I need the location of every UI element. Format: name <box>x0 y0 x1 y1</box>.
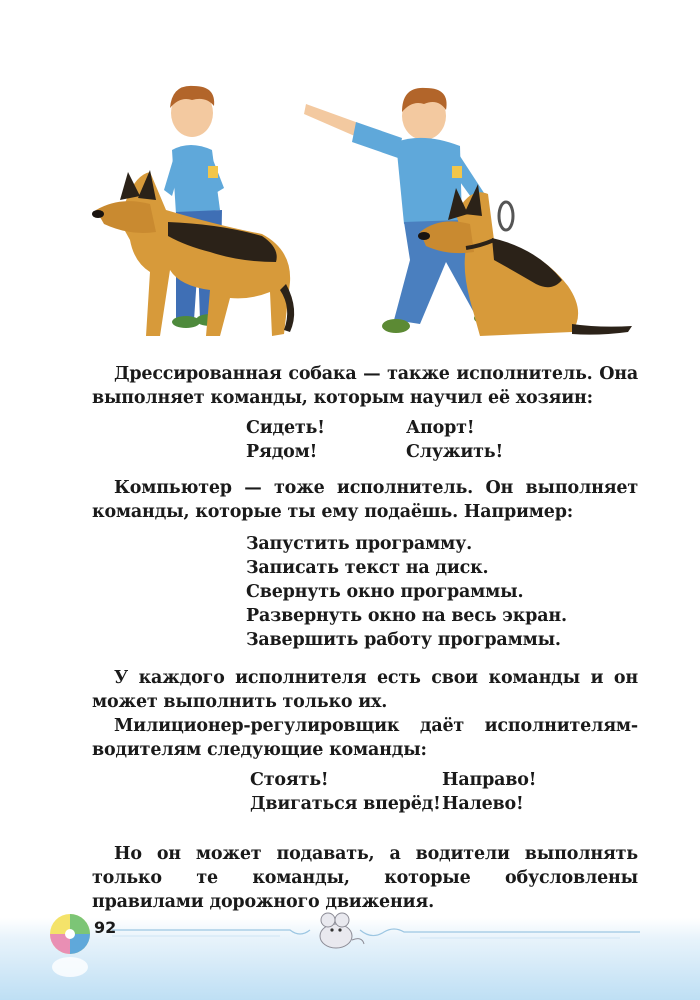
driver-command-item: Направо! <box>442 770 537 790</box>
dog-command-item: Апорт! <box>406 418 475 438</box>
driver-command-item: Налево! <box>442 794 524 814</box>
driver-command-item: Стоять! <box>250 770 329 790</box>
computer-command-item: Запустить программу. <box>246 534 472 554</box>
dog-command-item: Сидеть! <box>246 418 325 438</box>
cd-disc-icon <box>48 912 92 978</box>
computer-commands <box>246 532 567 652</box>
paragraph-each-executor: У каждого исполнителя есть свои команды и он может выполнить только их. <box>92 668 638 712</box>
computer-command-item: Свернуть окно программы. <box>246 582 524 602</box>
computer-command-item: Завершить работу программы. <box>246 630 561 650</box>
page-number: 92 <box>94 918 117 937</box>
driver-commands <box>250 768 562 816</box>
paragraph-traffic-officer: Милиционер-регулировщик даёт исполнителям-водителям следующие команды: <box>92 716 638 760</box>
driver-command-item: Двигаться вперёд! <box>250 794 441 814</box>
paragraph-dog-intro: Дрессированная собака — также исполнитель. Она выполняет команды, которым научил её хозяин: <box>92 364 638 408</box>
dog-command-item: Служить! <box>406 442 503 462</box>
computer-command-item: Записать текст на диск. <box>246 558 489 578</box>
computer-command-item: Развернуть окно на весь экран. <box>246 606 567 626</box>
paragraph-computer-intro: Компьютер — тоже исполнитель. Он выполняет команды, которые ты ему подаёшь. Например: <box>92 478 638 522</box>
illustration <box>0 0 700 350</box>
dog-command-item: Рядом! <box>246 442 318 462</box>
mouse-icon <box>306 906 366 952</box>
dog-commands <box>246 416 526 464</box>
paragraph-closing: Но он может подавать, а водители выполнять только те команды, которые обусловлены правилами дорожного движения. <box>92 844 638 912</box>
